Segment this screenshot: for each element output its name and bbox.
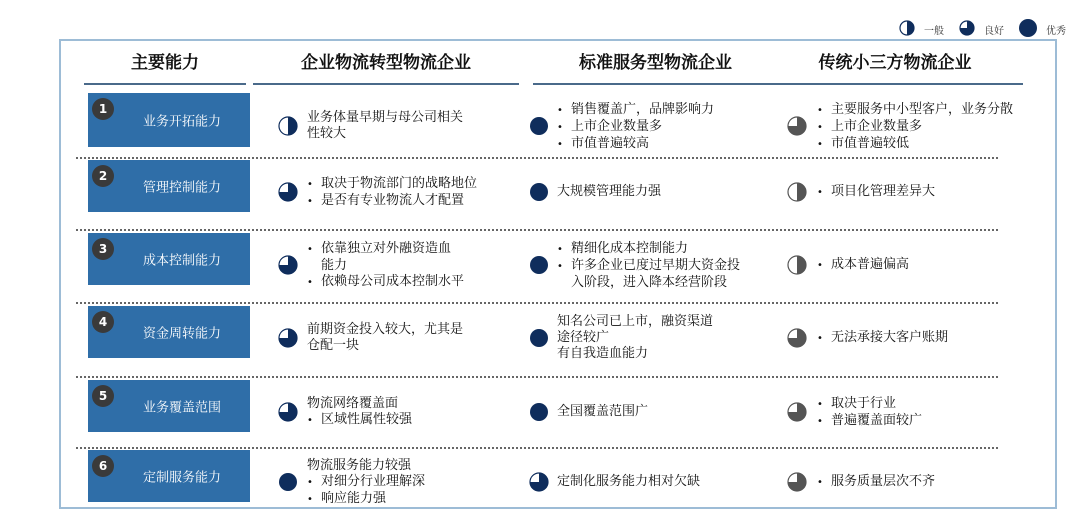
text-line: 能力 [321,258,348,273]
row-divider [76,229,998,231]
rating-circle-icon [786,401,808,423]
cell-text [817,330,948,347]
rating-circle-icon [277,471,299,493]
rating-circle-icon [277,327,299,349]
legend-item [958,19,1004,40]
text-line: 定制化服务能力相对欠缺 [557,474,701,489]
text-line: 物流网络覆盖面 [307,396,399,411]
capability-name: 业务覆盖范围 [142,400,221,416]
cell-text [817,396,922,430]
cell-text [557,241,740,291]
text-line: 知名公司已上市，融资渠道 [557,314,714,329]
bullet-line: • 是否有专业物流人才配置 [307,193,477,210]
legend-item [898,19,944,40]
cell-text [557,102,714,153]
bullet-line: • 上市企业数量多 [817,119,1013,136]
text-line: 入阶段，进入降本经营阶段 [571,275,728,290]
bullet-line: • 依赖母公司成本控制水平 [307,274,464,291]
bullet-line: • 市值普遍较高 [557,136,714,153]
text-line: 大规模管理能力强 [557,184,662,199]
capability-label [88,160,250,212]
bullet-line: • 无法承接大客户账期 [817,330,948,347]
rating-circle-icon [277,115,299,137]
text-line: 有自我造血能力 [557,346,649,361]
bullet-line: • 上市企业数量多 [557,119,714,136]
bullet-line: • 许多企业已度过早期大资金投 [557,258,740,275]
rating-circle-icon [277,401,299,423]
bullet-line: • 对细分行业理解深 [307,474,425,491]
row-divider [76,157,998,159]
capability-label [88,380,250,432]
rating-circle-icon [528,471,550,493]
bullet-line: • 成本普遍偏高 [817,257,909,274]
cell-text [557,314,713,362]
row-number: 6 [92,455,114,477]
bullet-line: • 市值普遍较低 [817,136,1013,153]
capability-label [88,306,250,358]
capability-name: 管理控制能力 [142,180,221,196]
row-divider [76,447,998,449]
rating-circle-icon [277,181,299,203]
bullet-line: • 取决于物流部门的战略地位 [307,176,477,193]
bullet-line: • 主要服务中小型客户，业务分散 [817,102,1013,119]
text-line: 前期资金投入较大，尤其是 [307,322,464,337]
bullet-line: • 普遍覆盖面较广 [817,413,922,430]
bullet-line: • 取决于行业 [817,396,922,413]
legend-item [1018,18,1066,41]
text-line: 业务体量早期与母公司相关 [307,110,464,125]
cell-text [557,404,648,420]
row-number: 5 [92,385,114,407]
column-header: 传统小三方物流企业 [767,50,1023,85]
partial-circle-icon [898,19,916,40]
cell-text [307,322,463,354]
cell-text [307,396,412,429]
legend-label: 一般 [924,26,944,37]
text-line: 途径较广 [557,330,610,345]
column-header: 企业物流转型物流企业 [253,50,519,85]
capability-label [88,233,250,285]
column-header: 标准服务型物流企业 [533,50,778,85]
row-divider [76,302,998,304]
bullet-line: • 响应能力强 [307,491,425,508]
rating-circle-icon [528,327,550,349]
partial-circle-icon [958,19,976,40]
bullet-line: • 区域性属性较强 [307,412,412,429]
cell-text [307,110,463,142]
row-divider [76,376,998,378]
rating-circle-icon [277,254,299,276]
rating-circle-icon [786,115,808,137]
capability-name: 定制服务能力 [142,470,221,486]
bullet-line: • 精细化成本控制能力 [557,241,740,258]
cell-text [817,257,909,274]
legend [884,18,1066,41]
cell-text [557,184,661,200]
rating-circle-icon [528,254,550,276]
cell-text [307,176,477,210]
text-line: 全国覆盖范围广 [557,404,649,419]
legend-label: 优秀 [1046,26,1066,37]
cell-text [817,102,1013,153]
capability-name: 业务开拓能力 [142,114,221,130]
rating-circle-icon [786,181,808,203]
column-header: 主要能力 [84,50,246,85]
rating-circle-icon [786,327,808,349]
cell-text [307,241,464,291]
cell-text [307,458,425,508]
text-line: 物流服务能力较强 [307,458,412,473]
capability-label [88,93,250,147]
bullet-line: • 服务质量层次不齐 [817,474,935,491]
rating-circle-icon [528,115,550,137]
rating-circle-icon [528,401,550,423]
capability-label [88,450,250,502]
cell-text [817,184,935,201]
bullet-line: • 依靠独立对外融资造血 [307,241,464,258]
cell-text [557,474,700,490]
row-number: 3 [92,238,114,260]
capability-name: 成本控制能力 [142,253,221,269]
legend-label: 良好 [984,26,1004,37]
cell-text [817,474,935,491]
rating-circle-icon [786,471,808,493]
row-number: 1 [92,98,114,120]
bullet-line: • 项目化管理差异大 [817,184,935,201]
text-line: 性较大 [307,126,347,141]
row-number: 4 [92,311,114,333]
bullet-line: • 销售覆盖广，品牌影响力 [557,102,714,119]
rating-circle-icon [786,254,808,276]
capability-name: 资金周转能力 [142,326,221,342]
rating-circle-icon [528,181,550,203]
row-number: 2 [92,165,114,187]
text-line: 仓配一块 [307,338,360,353]
full-circle-icon [1018,18,1038,41]
